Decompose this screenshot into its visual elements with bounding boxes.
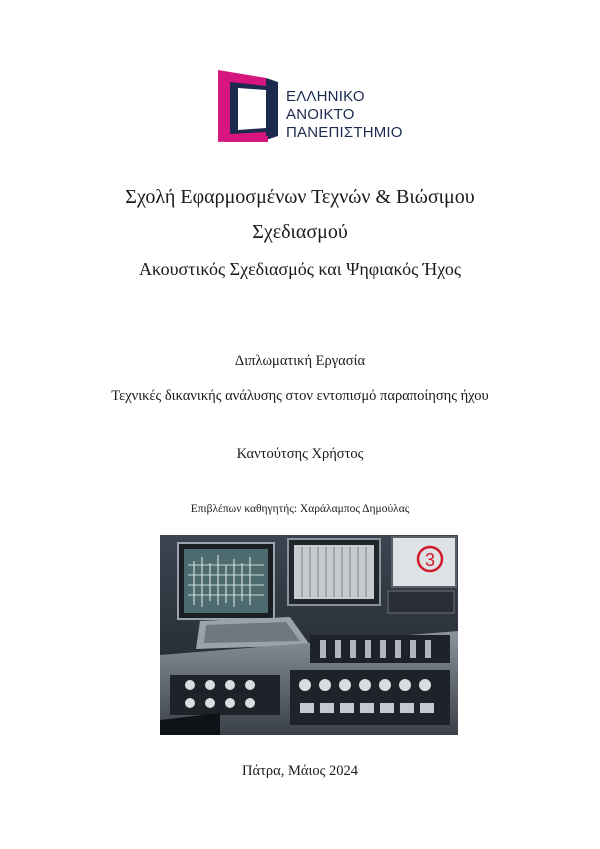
university-logo xyxy=(216,70,406,145)
author-name: Καντούτσης Χρήστος xyxy=(236,446,364,462)
logo-text-line-2: ΑΝΟΙΚΤΟ xyxy=(286,106,355,123)
logo-text-line-3: ΠΑΝΕΠΙΣΤΗΜΙΟ xyxy=(286,124,403,141)
thesis-title: Τεχνικές δικανικής ανάλυσης στον εντοπισμό παραποίησης ήχου xyxy=(111,388,489,404)
school-name-line-1: Σχολή Εφαρμοσμένων Τεχνών & Βιώσιμου xyxy=(125,186,475,208)
logo-mark-icon xyxy=(216,70,280,145)
audio-studio-photo xyxy=(160,535,458,735)
school-name-line-2: Σχεδιασμού xyxy=(252,221,348,243)
screen-glyph: 3 xyxy=(424,550,436,570)
cover-image xyxy=(160,535,458,735)
department-name: Ακουστικός Σχεδιασμός και Ψηφιακός Ήχος xyxy=(138,259,462,279)
thesis-type: Διπλωματική Εργασία xyxy=(234,353,366,369)
supervisor-line: Επιβλέπων καθηγητής: Χαράλαμπος Δημούλας xyxy=(190,503,410,515)
logo-text-line-1: ΕΛΛΗΝΙΚΟ xyxy=(286,88,365,105)
place-date: Πάτρα, Μάιος 2024 xyxy=(242,763,358,779)
